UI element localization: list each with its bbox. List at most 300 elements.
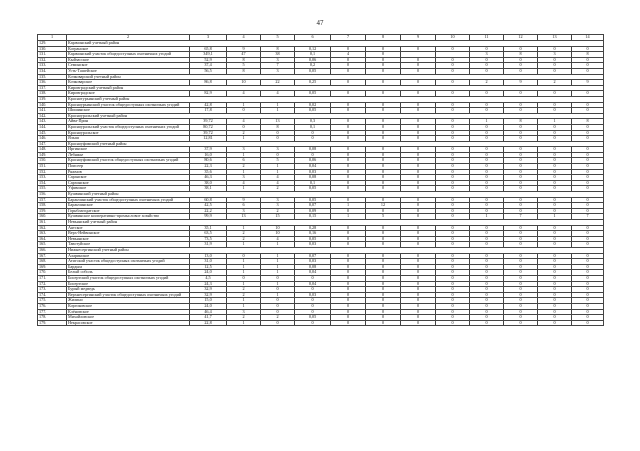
table-cell: 0 xyxy=(572,147,604,153)
table-cell: 1 xyxy=(261,281,295,287)
table-cell: 8 xyxy=(504,52,538,58)
table-cell: 0 xyxy=(572,242,604,248)
area-name: Коргоковское xyxy=(67,303,190,309)
column-header: 5 xyxy=(261,35,295,41)
table-cell: 0 xyxy=(366,186,401,192)
row-number: 160. xyxy=(38,214,67,220)
table-cell: 4,5 xyxy=(190,275,227,281)
table-cell: 0,08 xyxy=(295,264,331,270)
page-number: 47 xyxy=(316,19,324,27)
table-cell: 0 xyxy=(470,63,504,69)
table-cell: 0 xyxy=(366,164,401,170)
table-cell: 0 xyxy=(436,68,470,74)
table-cell: 0,05 xyxy=(295,91,331,97)
table-cell: 0 xyxy=(295,298,331,304)
table-cell: 0 xyxy=(331,225,366,231)
table-cell: 0 xyxy=(504,292,538,298)
table-cell: 0 xyxy=(401,80,436,86)
area-name: Красноуфимский участок общедоступных охотничьих угодий xyxy=(67,158,190,164)
table-cell: 0 xyxy=(436,264,470,270)
table-cell: 22,8 xyxy=(190,320,227,326)
district-name: Нижнесергинский учетный район xyxy=(67,247,604,253)
area-name: Невьянское xyxy=(67,236,190,242)
area-name: Михайловское xyxy=(67,315,190,321)
row-number: 129. xyxy=(38,41,67,47)
table-cell: 0 xyxy=(401,130,436,136)
table-cell: 0 xyxy=(401,57,436,63)
table-cell: 0,06 xyxy=(295,57,331,63)
table-cell: 17,8 xyxy=(190,108,227,114)
table-cell: 0 xyxy=(436,102,470,108)
table-cell: 13 xyxy=(261,119,295,125)
table-cell: 15 xyxy=(261,214,295,220)
row-number: 164. xyxy=(38,236,67,242)
area-name: Кыйзасское xyxy=(67,57,190,63)
table-cell: 0,05 xyxy=(295,197,331,203)
column-header: 14 xyxy=(572,35,604,41)
table-cell: 0 xyxy=(436,130,470,136)
table-cell: 0 xyxy=(227,124,261,130)
table-cell: 0 xyxy=(538,275,572,281)
row-number: 154. xyxy=(38,180,67,186)
table-cell: 0,1 xyxy=(295,124,331,130)
table-cell: 0 xyxy=(470,130,504,136)
table-cell: 0 xyxy=(436,292,470,298)
table-cell: 10 xyxy=(227,80,261,86)
table-cell: 24,0 xyxy=(190,303,227,309)
table-cell: 56,5 xyxy=(190,68,227,74)
row-number: 163. xyxy=(38,231,67,237)
table-cell: 1 xyxy=(331,214,366,220)
district-name: Красноуфимский учетный район xyxy=(67,141,604,147)
table-cell: 0 xyxy=(436,152,470,158)
table-cell: 0 xyxy=(470,259,504,265)
table-cell: 7 xyxy=(504,214,538,220)
table-cell: 1 xyxy=(331,203,366,209)
area-name: Бардым xyxy=(67,264,190,270)
table-cell: 0 xyxy=(504,309,538,315)
table-cell: 0 xyxy=(572,309,604,315)
table-cell: 0 xyxy=(366,264,401,270)
row-number: 142. xyxy=(38,113,67,119)
table-cell: 1 xyxy=(227,169,261,175)
table-cell: 42,8 xyxy=(190,102,227,108)
table-cell: 0 xyxy=(331,175,366,181)
area-name: Красноуральский участок общедоступных охотничьих угодий xyxy=(67,124,190,130)
table-cell: 0 xyxy=(227,275,261,281)
area-name: Шишинское xyxy=(67,108,190,114)
table-cell: 0 xyxy=(366,91,401,97)
table-cell: 0 xyxy=(470,287,504,293)
table-cell: 0 xyxy=(366,175,401,181)
table-cell: 0 xyxy=(401,231,436,237)
area-name: Тавотуйское xyxy=(67,242,190,248)
table-cell: 0 xyxy=(572,108,604,114)
table-cell: 0 xyxy=(504,270,538,276)
table-cell: 1 xyxy=(227,303,261,309)
table-cell: 0 xyxy=(538,136,572,142)
table-cell: 0 xyxy=(504,242,538,248)
table-cell: 0 xyxy=(366,124,401,130)
table-cell: 37,9 xyxy=(190,147,227,153)
table-cell: 0 xyxy=(295,287,331,293)
table-cell: 0 xyxy=(538,186,572,192)
row-number: 150. xyxy=(38,158,67,164)
column-header: 9 xyxy=(401,35,436,41)
column-header: 10 xyxy=(436,35,470,41)
table-cell: 0 xyxy=(538,231,572,237)
table-cell: 1 xyxy=(261,164,295,170)
area-name: Баранчинский участок общедоступных охотничьих угодий xyxy=(67,197,190,203)
table-cell: 0 xyxy=(470,124,504,130)
table-cell: 0 xyxy=(401,169,436,175)
table-cell: 0 xyxy=(401,236,436,242)
table-cell: 4 xyxy=(227,119,261,125)
table-cell: 7 xyxy=(261,63,295,69)
table-cell: 0 xyxy=(504,203,538,209)
table-cell: 60,8 xyxy=(190,197,227,203)
row-number: 140. xyxy=(38,102,67,108)
table-cell: 0 xyxy=(538,46,572,52)
row-number: 146. xyxy=(38,136,67,142)
table-cell: 0 xyxy=(538,303,572,309)
area-name: Атигский участок общедоступных охотничьих угодий xyxy=(67,259,190,265)
table-cell: 0 xyxy=(331,119,366,125)
table-cell: 1 xyxy=(227,259,261,265)
area-name: Ялыш xyxy=(67,136,190,142)
area-name: Баранчинское xyxy=(67,203,190,209)
table-cell: 0 xyxy=(470,281,504,287)
table-cell: 2 xyxy=(227,236,261,242)
table-cell: 8 xyxy=(261,124,295,130)
table-cell: 0 xyxy=(401,136,436,142)
table-cell: 0 xyxy=(401,298,436,304)
table-cell: 0 xyxy=(572,203,604,209)
table-cell: 10 xyxy=(261,231,295,237)
area-name: Горнблагодатское xyxy=(67,208,190,214)
table-cell: 2 xyxy=(227,287,261,293)
table-cell: 0 xyxy=(436,203,470,209)
table-cell: 0 xyxy=(572,158,604,164)
table-cell: 0 xyxy=(366,208,401,214)
table-cell: 0 xyxy=(261,303,295,309)
row-number: 136. xyxy=(38,80,67,86)
table-cell: 0 xyxy=(504,197,538,203)
table-cell: 0 xyxy=(572,175,604,181)
table-cell: 4 xyxy=(227,180,261,186)
table-cell: 9 xyxy=(504,80,538,86)
table-cell: 0 xyxy=(470,303,504,309)
table-cell: 0 xyxy=(436,242,470,248)
row-number: 168. xyxy=(38,259,67,265)
table-cell: 0 xyxy=(572,315,604,321)
table-cell: 0 xyxy=(331,169,366,175)
table-cell: 0 xyxy=(436,91,470,97)
table-cell: 0 xyxy=(366,197,401,203)
table-cell: 0 xyxy=(295,136,331,142)
table-cell: 0 xyxy=(331,270,366,276)
table-cell: 0 xyxy=(366,270,401,276)
table-cell: 1 xyxy=(261,253,295,259)
table-cell: 0 xyxy=(331,309,366,315)
table-cell: 13 xyxy=(227,214,261,220)
table-cell: 0,05 xyxy=(295,186,331,192)
table-cell: 0 xyxy=(366,57,401,63)
row-number: 172. xyxy=(38,281,67,287)
table-cell: 0 xyxy=(538,208,572,214)
table-cell: 0 xyxy=(401,203,436,209)
table-cell: 1 xyxy=(227,264,261,270)
area-name: Красноуральское xyxy=(67,130,190,136)
table-cell: 0 xyxy=(572,63,604,69)
table-cell: 0,07 xyxy=(295,253,331,259)
table-cell: 0 xyxy=(436,164,470,170)
table-cell: 1 xyxy=(227,225,261,231)
table-cell: 0 xyxy=(366,52,401,58)
table-cell: 0 xyxy=(538,292,572,298)
table-cell: 0 xyxy=(572,259,604,265)
row-number: 155. xyxy=(38,186,67,192)
area-name: Карачинский участок общедоступных охотничьих угодий xyxy=(67,52,190,58)
table-cell: 0 xyxy=(572,136,604,142)
area-name: Верхнесергинский участок общедоступных охотничьих угодий xyxy=(67,292,190,298)
table-cell: 0 xyxy=(436,119,470,125)
table-cell: 0 xyxy=(331,231,366,237)
row-number: 173. xyxy=(38,287,67,293)
area-name: Верх-Нейвинское xyxy=(67,231,190,237)
table-cell: 0 xyxy=(470,158,504,164)
table-cell: 0 xyxy=(366,136,401,142)
table-cell: 0 xyxy=(401,281,436,287)
table-cell: 0 xyxy=(504,264,538,270)
table-cell: 1 xyxy=(227,152,261,158)
table-cell: 0 xyxy=(572,124,604,130)
table-cell: 0,04 xyxy=(295,164,331,170)
table-cell: 2 xyxy=(538,80,572,86)
area-name: Кушвинское кооперативно-промысловое хозяйство xyxy=(67,214,190,220)
table-cell: 41,7 xyxy=(190,315,227,321)
table-cell: 0 xyxy=(331,320,366,326)
table-cell: 0 xyxy=(572,152,604,158)
table-cell: 0 xyxy=(504,208,538,214)
table-cell: 0 xyxy=(538,124,572,130)
district-name: Кировградский учетный район xyxy=(67,85,604,91)
row-number: 139. xyxy=(38,96,67,102)
row-number: 151. xyxy=(38,164,67,170)
area-name: Лебяжье xyxy=(67,152,190,158)
table-cell: 3 xyxy=(227,175,261,181)
table-cell: 0 xyxy=(436,303,470,309)
table-cell: 0 xyxy=(401,102,436,108)
column-header: 8 xyxy=(366,35,401,41)
table-cell: 0 xyxy=(331,180,366,186)
table-cell: 0 xyxy=(295,152,331,158)
table-cell: 0 xyxy=(261,298,295,304)
row-number: 135. xyxy=(38,74,67,80)
column-header: 4 xyxy=(227,35,261,41)
table-cell: 0 xyxy=(436,136,470,142)
table-cell: 1 xyxy=(261,102,295,108)
district-name: Карачинский учетный район xyxy=(67,41,604,47)
table-cell: 0 xyxy=(401,186,436,192)
table-cell: 0 xyxy=(572,164,604,170)
table-cell: 0 xyxy=(572,186,604,192)
district-name: Кушвинский учетный район xyxy=(67,192,604,198)
table-cell: 0 xyxy=(401,315,436,321)
table-cell: 0 xyxy=(436,169,470,175)
table-cell: 0 xyxy=(572,253,604,259)
table-cell: 0 xyxy=(401,91,436,97)
table-cell: 0,04 xyxy=(295,281,331,287)
area-name: Клёновское xyxy=(67,309,190,315)
table-cell: 0 xyxy=(436,315,470,321)
table-cell: 0 xyxy=(436,287,470,293)
table-cell: 0 xyxy=(470,102,504,108)
table-cell: 0 xyxy=(538,225,572,231)
table-cell: 1 xyxy=(261,270,295,276)
table-cell: 0 xyxy=(401,164,436,170)
table-cell: 22,2 xyxy=(190,208,227,214)
table-cell: 1 xyxy=(227,320,261,326)
table-cell: 0 xyxy=(504,186,538,192)
column-header: 2 xyxy=(67,35,190,41)
column-header: 3 xyxy=(190,35,227,41)
table-cell: 0 xyxy=(504,180,538,186)
table-cell: 0 xyxy=(470,186,504,192)
table-cell: 42,5 xyxy=(190,203,227,209)
table-cell: 52,9 xyxy=(190,57,227,63)
table-cell: 0 xyxy=(366,108,401,114)
table-cell: 0 xyxy=(572,303,604,309)
table-cell: 0 xyxy=(366,46,401,52)
table-cell: 38 xyxy=(261,52,295,58)
area-name: Красноурьинский участок общедоступных охотничьих угодий xyxy=(67,102,190,108)
area-name: Сарзинское xyxy=(67,180,190,186)
table-cell: 0 xyxy=(401,253,436,259)
table-cell: 0 xyxy=(470,315,504,321)
column-header: 11 xyxy=(470,35,504,41)
table-cell: 0 xyxy=(295,275,331,281)
row-number: 162. xyxy=(38,225,67,231)
table-cell: 0 xyxy=(366,298,401,304)
row-number: 141. xyxy=(38,108,67,114)
table-cell: 0 xyxy=(504,108,538,114)
table-cell: 0 xyxy=(331,186,366,192)
table-cell: 1 xyxy=(261,169,295,175)
table-cell: 0 xyxy=(470,180,504,186)
table-cell: 0,03 xyxy=(295,259,331,265)
area-name: Белый соболь xyxy=(67,270,190,276)
table-cell: 0 xyxy=(538,242,572,248)
table-cell: 0,08 xyxy=(295,175,331,181)
table-cell: 0 xyxy=(538,236,572,242)
table-cell: 2 xyxy=(227,292,261,298)
district-name: Кочковарский учетный район xyxy=(67,74,604,80)
table-cell: 0 xyxy=(504,259,538,265)
table-cell: 0 xyxy=(572,225,604,231)
table-cell: 3 xyxy=(261,147,295,153)
table-cell: 0 xyxy=(470,292,504,298)
table-cell: 0 xyxy=(572,91,604,97)
area-name: Аларинское xyxy=(67,253,190,259)
table-cell: 1 xyxy=(261,108,295,114)
table-cell: 3 xyxy=(261,197,295,203)
table-cell: 0 xyxy=(538,57,572,63)
table-cell: 63,5 xyxy=(190,231,227,237)
table-cell: 0 xyxy=(538,259,572,265)
table-cell: 0 xyxy=(504,147,538,153)
table-cell: 1 xyxy=(538,119,572,125)
table-cell: 5 xyxy=(227,63,261,69)
table-cell: 86,8 xyxy=(190,80,227,86)
table-cell: 3 xyxy=(227,309,261,315)
table-cell: 0 xyxy=(538,287,572,293)
table-cell: 4 xyxy=(261,91,295,97)
table-cell: 0 xyxy=(366,292,401,298)
table-cell: 0 xyxy=(538,180,572,186)
table-cell: 0 xyxy=(572,298,604,304)
table-cell: 0 xyxy=(261,275,295,281)
table-cell: 0 xyxy=(331,292,366,298)
table-cell: 0,2 xyxy=(295,63,331,69)
table-cell: 0 xyxy=(366,315,401,321)
table-cell: 1 xyxy=(538,214,572,220)
table-cell: 4 xyxy=(261,175,295,181)
area-name: Семинское xyxy=(67,63,190,69)
area-name: Кочковарское xyxy=(67,80,190,86)
table-cell: 0 xyxy=(366,309,401,315)
table-cell: 0 xyxy=(401,320,436,326)
table-cell: 73,5 xyxy=(190,236,227,242)
table-cell: 0 xyxy=(504,303,538,309)
table-cell: 0 xyxy=(504,136,538,142)
table-cell: 0 xyxy=(572,169,604,175)
table-cell: 0 xyxy=(401,108,436,114)
table-cell: 0 xyxy=(331,68,366,74)
table-cell: 0 xyxy=(436,46,470,52)
table-cell: 8 xyxy=(227,68,261,74)
table-cell: 1 xyxy=(227,281,261,287)
table-cell: 0 xyxy=(504,68,538,74)
table-cell: 0,04 xyxy=(295,270,331,276)
table-cell: 22,3 xyxy=(190,164,227,170)
table-cell: 0,03 xyxy=(295,292,331,298)
table-cell: 0 xyxy=(538,175,572,181)
table-cell: 0 xyxy=(436,320,470,326)
district-name: Красноуральский учетный район xyxy=(67,113,604,119)
table-cell: 0 xyxy=(295,309,331,315)
table-cell: 0 xyxy=(331,63,366,69)
table-cell: 0 xyxy=(572,264,604,270)
table-cell: 0 xyxy=(470,136,504,142)
table-cell: 0 xyxy=(470,275,504,281)
table-cell: 0 xyxy=(401,68,436,74)
table-cell: 32,9 xyxy=(190,287,227,293)
table-cell: 0 xyxy=(436,253,470,259)
column-header: 1 xyxy=(38,35,67,41)
table-cell: 13,0 xyxy=(190,253,227,259)
area-name: Поисеер xyxy=(67,164,190,170)
area-name: Саранское xyxy=(67,175,190,181)
table-cell: 0 xyxy=(572,180,604,186)
table-cell: 0,05 xyxy=(295,236,331,242)
table-cell: 0 xyxy=(331,242,366,248)
table-cell: 0 xyxy=(366,169,401,175)
table-cell: 0 xyxy=(331,136,366,142)
row-number: 144. xyxy=(38,124,67,130)
table-cell: 0 xyxy=(470,152,504,158)
table-cell: 0 xyxy=(331,264,366,270)
